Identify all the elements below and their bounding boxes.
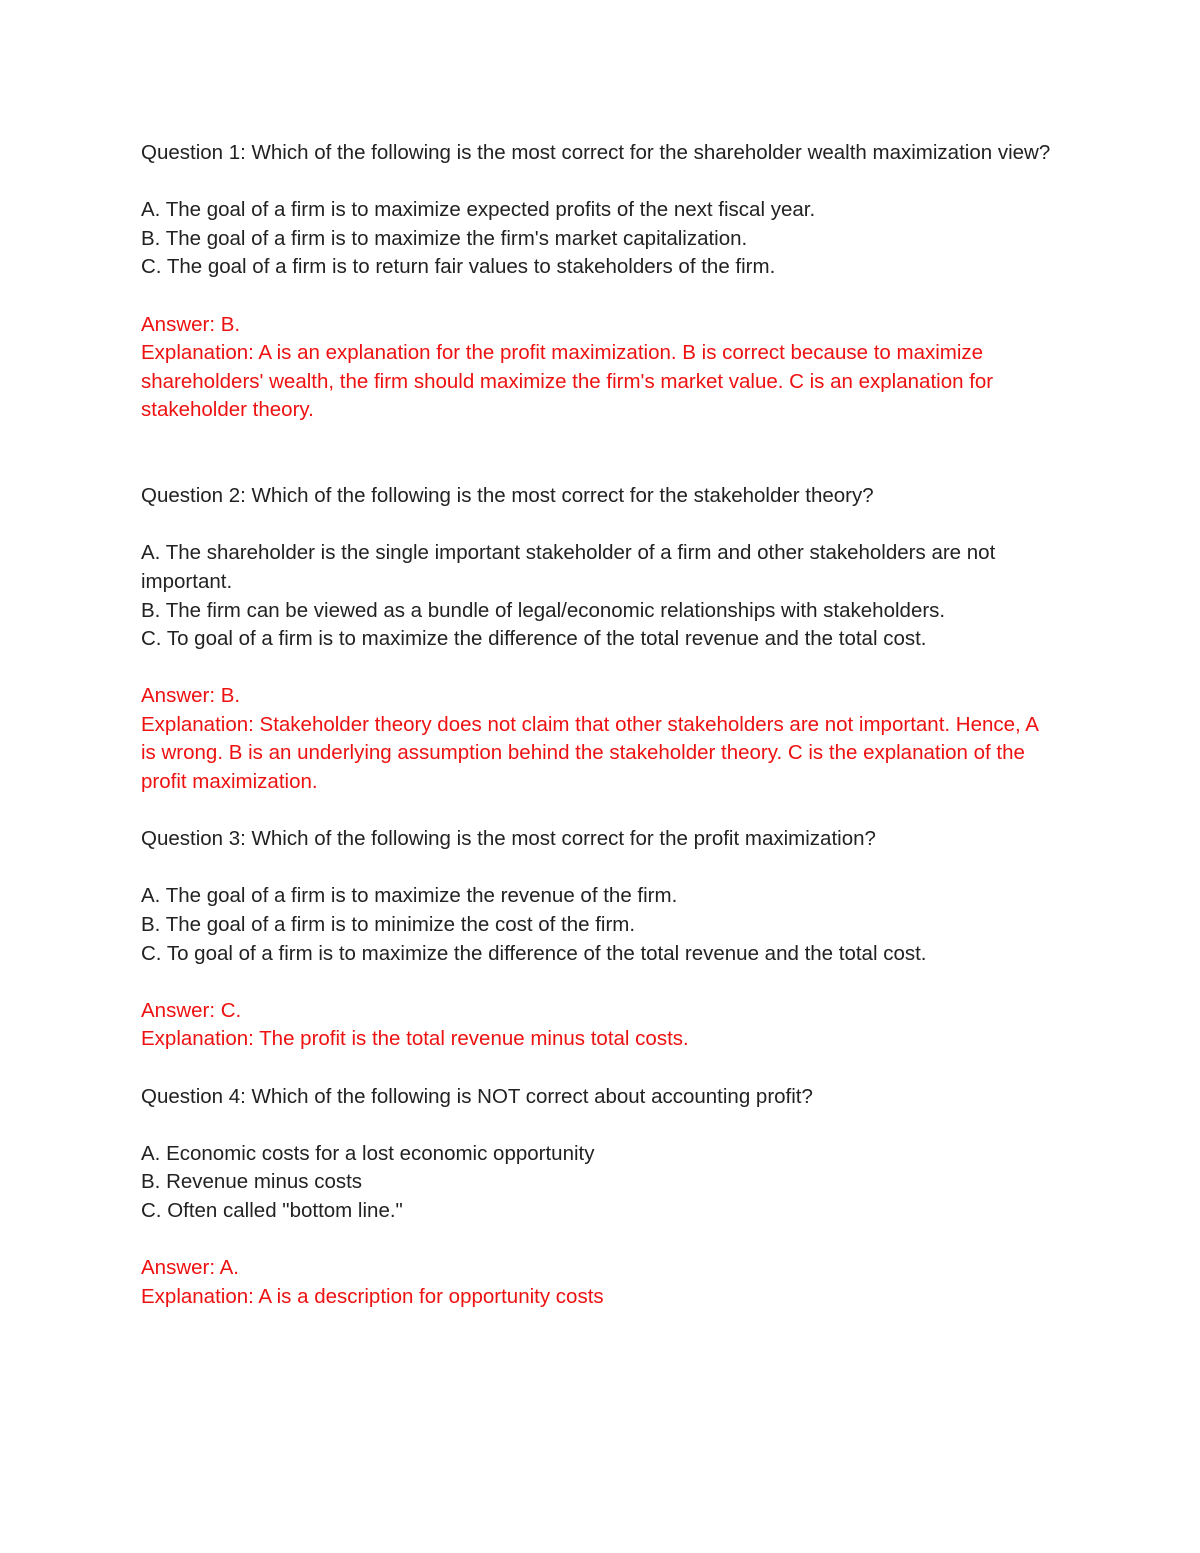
explanation-text: Explanation: The profit is the total revenue minus total costs. bbox=[141, 1027, 689, 1051]
option-b: B. Revenue minus costs bbox=[141, 1170, 363, 1194]
option-c: C. To goal of a firm is to maximize the difference of the total revenue and the total cost. bbox=[141, 627, 927, 651]
option-c: C. Often called "bottom line." bbox=[141, 1198, 403, 1222]
question-block-1 bbox=[141, 139, 1051, 425]
document-page bbox=[141, 139, 1051, 1311]
question-text: Question 3: Which of the following is the most correct for the profit maximization? bbox=[141, 827, 876, 851]
explanation-text: Explanation: Stakeholder theory does not claim that other stakeholders are not important. Hence, A is wrong. B is an underlying assumption behind the stakeholder theory. C is the explanation of the profit maximization. bbox=[141, 712, 1044, 794]
answer-text: Answer: C. bbox=[141, 998, 242, 1022]
question-text: Question 2: Which of the following is the most correct for the stakeholder theory? bbox=[141, 484, 874, 508]
option-b: B. The firm can be viewed as a bundle of legal/economic relationships with stakeholders. bbox=[141, 598, 946, 622]
option-a: A. The shareholder is the single important stakeholder of a firm and other stakeholders are not important. bbox=[141, 541, 1001, 593]
question-block-3 bbox=[141, 825, 1051, 1054]
question-block-4 bbox=[141, 1083, 1051, 1312]
question-text: Question 4: Which of the following is NOT correct about accounting profit? bbox=[141, 1084, 813, 1108]
answer-text: Answer: A. bbox=[141, 1256, 239, 1280]
explanation-text: Explanation: A is a description for opportunity costs bbox=[141, 1284, 604, 1308]
answer-text: Answer: B. bbox=[141, 312, 241, 336]
option-a: A. The goal of a firm is to maximize expected profits of the next fiscal year. bbox=[141, 198, 816, 222]
question-block-2 bbox=[141, 482, 1051, 797]
option-b: B. The goal of a firm is to maximize the firm's market capitalization. bbox=[141, 226, 748, 250]
option-a: A. Economic costs for a lost economic opportunity bbox=[141, 1141, 595, 1165]
question-text: Question 1: Which of the following is the most correct for the shareholder wealth maximization view? bbox=[141, 141, 1051, 164]
option-c: C. To goal of a firm is to maximize the difference of the total revenue and the total cost. bbox=[141, 941, 927, 965]
option-b: B. The goal of a firm is to minimize the cost of the firm. bbox=[141, 913, 636, 937]
option-c: C. The goal of a firm is to return fair values to stakeholders of the firm. bbox=[141, 255, 776, 279]
option-a: A. The goal of a firm is to maximize the revenue of the firm. bbox=[141, 884, 678, 908]
answer-text: Answer: B. bbox=[141, 684, 241, 708]
explanation-text: Explanation: A is an explanation for the profit maximization. B is correct because to maximize shareholders' wealth, the firm should maximize the firm's market value. C is an explanation for stakeholder theory. bbox=[141, 341, 999, 422]
